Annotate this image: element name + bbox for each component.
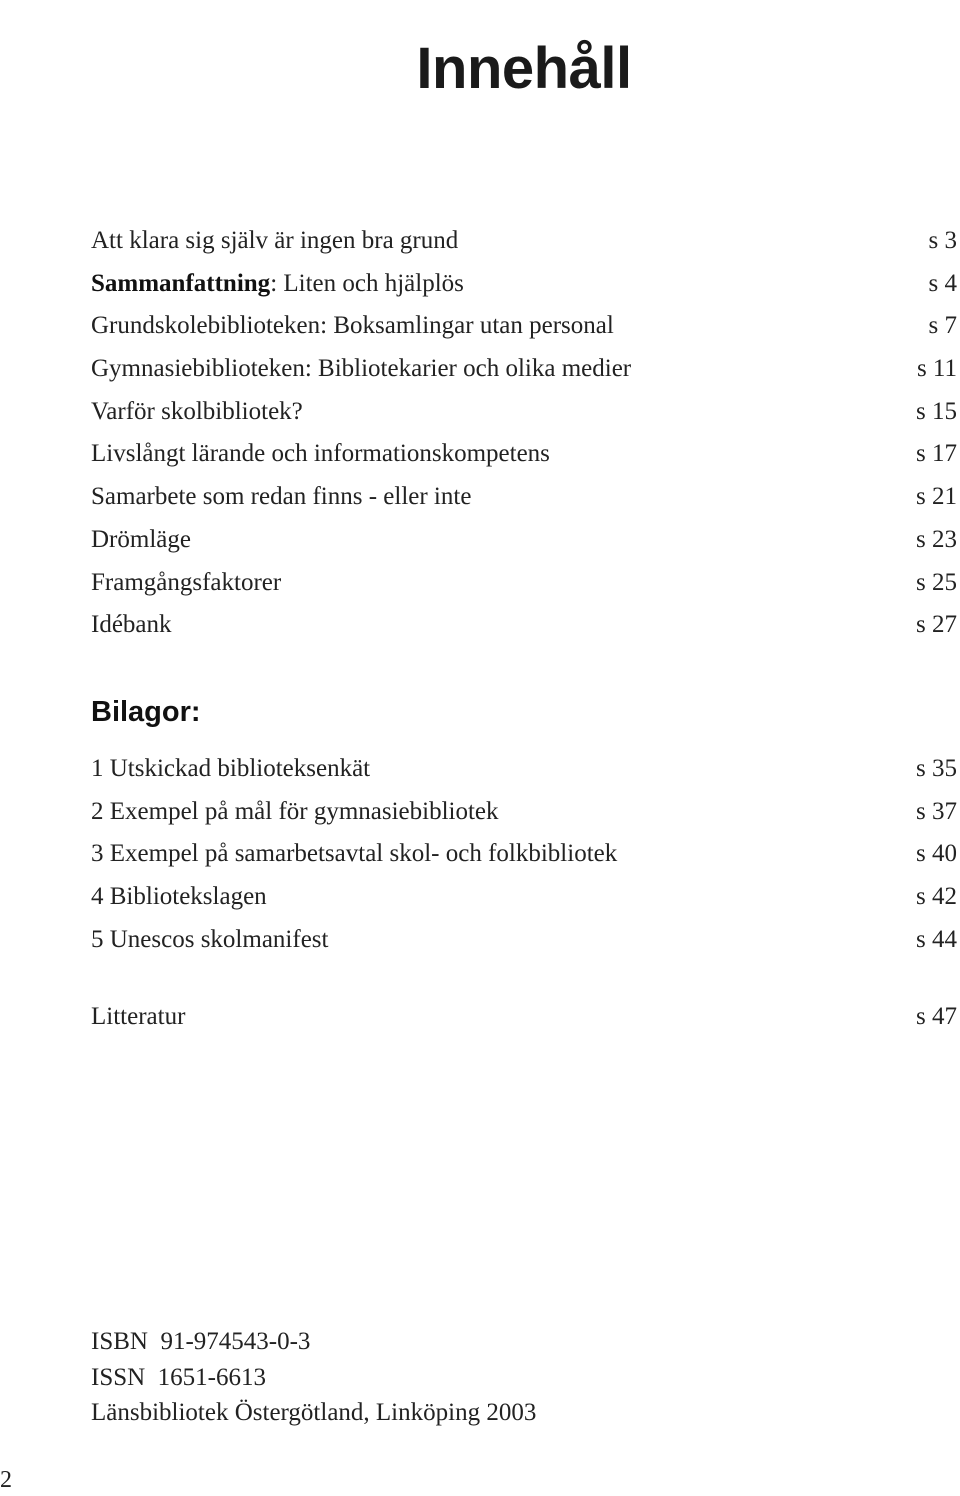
literature-entry-title: Litteratur [91, 1003, 186, 1030]
toc-entry [91, 562, 957, 605]
toc-entry-title: Gymnasiebiblioteken: Bibliotekarier och olika medier [91, 355, 632, 383]
appendix-list [91, 748, 957, 961]
issn: ISSN 1651-6613 [91, 1363, 267, 1391]
appendix-entry-title: 1 Utskickad biblioteksenkät [91, 755, 371, 782]
toc-entry-page: s 21 [916, 483, 957, 511]
toc-entry-title-rest: : Liten och hjälplös [270, 269, 464, 297]
toc-entry [91, 604, 957, 647]
appendix-entry-page: s 35 [916, 755, 957, 782]
appendix-entry-title: 3 Exempel på samarbetsavtal skol- och folkbibliotek [91, 840, 618, 868]
toc-entry-page: s 15 [916, 397, 957, 425]
toc-entry-title-bold: Sammanfattning [91, 269, 271, 297]
toc-entry [91, 433, 957, 476]
table-of-contents [91, 220, 957, 647]
appendix-entry [91, 791, 957, 834]
appendix-entry [91, 748, 957, 791]
appendix-entry-page: s 37 [916, 797, 957, 825]
appendix-entry-title: 2 Exempel på mål för gymnasiebibliotek [91, 797, 499, 825]
page-number: 2 [0, 1467, 12, 1493]
publication-info [91, 1324, 536, 1431]
appendix-entry-page: s 42 [916, 883, 957, 911]
toc-entry-page: s 17 [916, 440, 957, 468]
toc-entry [91, 220, 957, 263]
appendix-heading: Bilagor: [91, 696, 201, 728]
toc-entry-title: Framgångsfaktorer [91, 568, 282, 596]
literature-section [91, 996, 957, 1039]
isbn: ISBN 91-974543-0-3 [91, 1328, 311, 1355]
toc-entry [91, 519, 957, 562]
toc-entry-page: s 11 [916, 355, 957, 383]
appendix-entry [91, 833, 957, 876]
appendix-entry [91, 919, 957, 962]
toc-entry-page: s 25 [916, 568, 957, 596]
appendix-entry [91, 876, 957, 919]
toc-entry [91, 391, 957, 434]
toc-entry-page: s 3 [928, 227, 957, 254]
toc-entry [91, 263, 957, 306]
appendix-entry-page: s 44 [916, 925, 957, 953]
toc-entry-title: Grundskolebiblioteken: Boksamlingar utan personal [91, 312, 614, 340]
literature-entry [91, 996, 957, 1039]
toc-entry-title: Livslångt lärande och informationskompetens [91, 440, 550, 468]
toc-entry-page: s 27 [916, 611, 957, 639]
appendix-entry-title: 4 Bibliotekslagen [91, 883, 267, 911]
appendix-entry-title: 5 Unescos skolmanifest [91, 925, 329, 953]
toc-entry [91, 476, 957, 519]
toc-entry [91, 305, 957, 348]
toc-entry-title: Att klara sig själv är ingen bra grund [91, 227, 459, 254]
toc-entry-title: Drömläge [91, 525, 191, 553]
toc-entry-page: s 4 [928, 269, 957, 297]
toc-entry-page: s 23 [916, 525, 957, 553]
toc-entry-title: Samarbete som redan finns - eller inte [91, 483, 472, 511]
publisher: Länsbibliotek Östergötland, Linköping 2003 [91, 1399, 537, 1426]
page-title: Innehåll [416, 35, 632, 101]
toc-entry [91, 348, 957, 391]
toc-entry-page: s 7 [928, 312, 957, 340]
toc-entry-title: Varför skolbibliotek? [91, 397, 303, 425]
toc-entry-title: Idébank [91, 611, 172, 639]
appendix-entry-page: s 40 [916, 840, 957, 868]
literature-entry-page: s 47 [916, 1003, 957, 1030]
toc-entry-title [91, 263, 464, 306]
